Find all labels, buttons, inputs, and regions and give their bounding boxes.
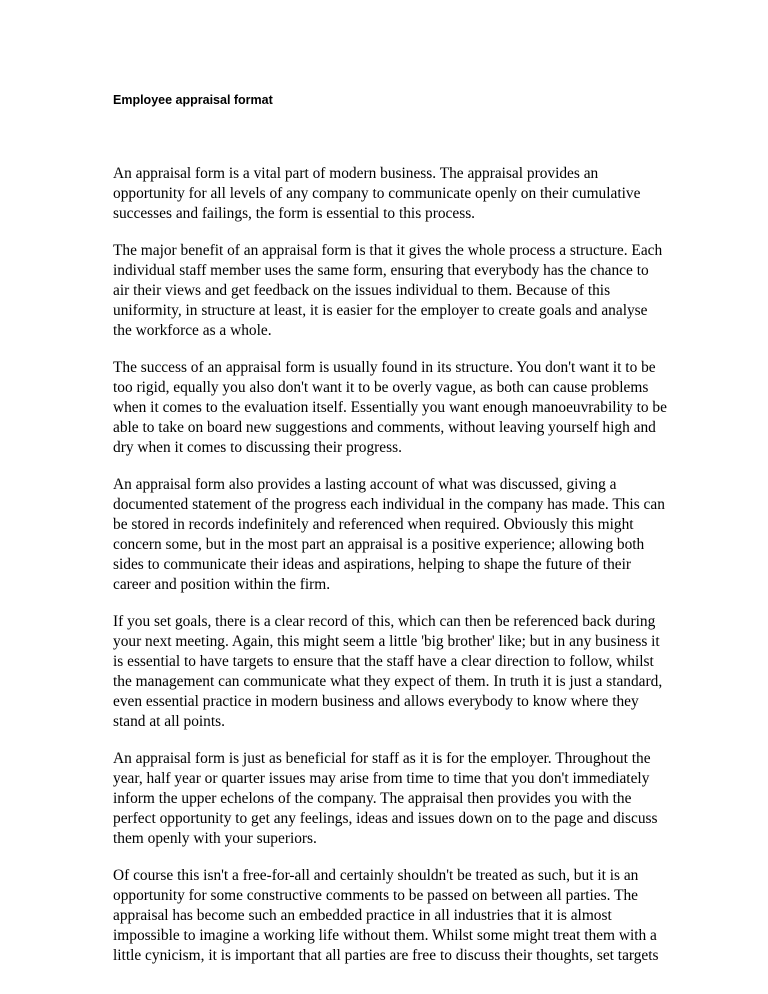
text-line: An appraisal form is a vital part of modern business. The appraisal provides an	[113, 165, 599, 182]
document-body	[113, 164, 667, 983]
text-line: individual staff member uses the same form, ensuring that everybody has the chance to	[113, 262, 649, 279]
text-line: opportunity for some constructive comments to be passed on between all parties. The	[113, 887, 639, 904]
paragraph-6	[113, 749, 658, 849]
text-line: them openly with your superiors.	[113, 830, 317, 847]
text-line: dry when it comes to discussing their progress.	[113, 439, 402, 456]
text-line: the management can communicate what they expect of them. In truth it is just a standard,	[113, 673, 663, 690]
text-line: The major benefit of an appraisal form is that it gives the whole process a structure. Each	[113, 242, 663, 259]
text-line: impossible to imagine a working life without them. Whilst some might treat them with a	[113, 927, 657, 944]
text-line: able to take on board new suggestions and comments, without leaving yourself high and	[113, 419, 656, 436]
text-line: your next meeting. Again, this might seem a little 'big brother' like; but in any business it	[113, 633, 660, 650]
text-line: opportunity for all levels of any company to communicate openly on their cumulative	[113, 185, 641, 202]
text-line: Of course this isn't a free-for-all and certainly shouldn't be treated as such, but it is an	[113, 867, 639, 884]
text-line: appraisal has become such an embedded practice in all industries that it is almost	[113, 907, 612, 924]
text-line: is essential to have targets to ensure that the staff have a clear direction to follow, whilst	[113, 653, 654, 670]
paragraph-2	[113, 241, 663, 341]
text-line: little cynicism, it is important that all parties are free to discuss their thoughts, set targets	[113, 947, 659, 964]
text-line: career and position within the firm.	[113, 576, 331, 593]
text-line: year, half year or quarter issues may arise from time to time that you don't immediately	[113, 770, 650, 787]
text-line: concern some, but in the most part an appraisal is a positive experience; allowing both	[113, 536, 645, 553]
text-line: sides to communicate their ideas and aspirations, helping to shape the future of their	[113, 556, 632, 573]
text-line: inform the upper echelons of the company. The appraisal then provides you with the	[113, 790, 632, 807]
text-line: An appraisal form is just as beneficial for staff as it is for the employer. Throughout the	[113, 750, 651, 767]
text-line: An appraisal form also provides a lasting account of what was discussed, giving a	[113, 476, 617, 493]
paragraph-5	[113, 612, 663, 732]
text-line: be stored in records indefinitely and referenced when required. Obviously this might	[113, 516, 634, 533]
document-title: Employee appraisal format	[113, 93, 273, 107]
paragraph-7	[113, 866, 658, 966]
text-line: when it comes to the evaluation itself. Essentially you want enough manoeuvrability to be	[113, 399, 667, 416]
paragraph-4	[113, 475, 665, 595]
text-line: stand at all points.	[113, 713, 225, 730]
text-line: documented statement of the progress each individual in the company has made. This can	[113, 496, 665, 513]
paragraph-1	[113, 164, 658, 224]
text-line: perfect opportunity to get any feelings, ideas and issues down on to the page and discuss	[113, 810, 658, 827]
text-line: If you set goals, there is a clear record of this, which can then be referenced back during	[113, 613, 656, 630]
text-line: air their views and get feedback on the issues individual to them. Because of this	[113, 282, 611, 299]
text-line: too rigid, equally you also don't want it to be overly vague, as both can cause problems	[113, 379, 649, 396]
text-line: The success of an appraisal form is usually found in its structure. You don't want it to be	[113, 359, 656, 376]
paragraph-3	[113, 358, 667, 458]
text-line: even essential practice in modern business and allows everybody to know where they	[113, 693, 639, 710]
text-line: the workforce as a whole.	[113, 322, 272, 339]
text-line: successes and failings, the form is essential to this process.	[113, 205, 476, 222]
text-line: uniformity, in structure at least, it is easier for the employer to create goals and analyse	[113, 302, 648, 319]
